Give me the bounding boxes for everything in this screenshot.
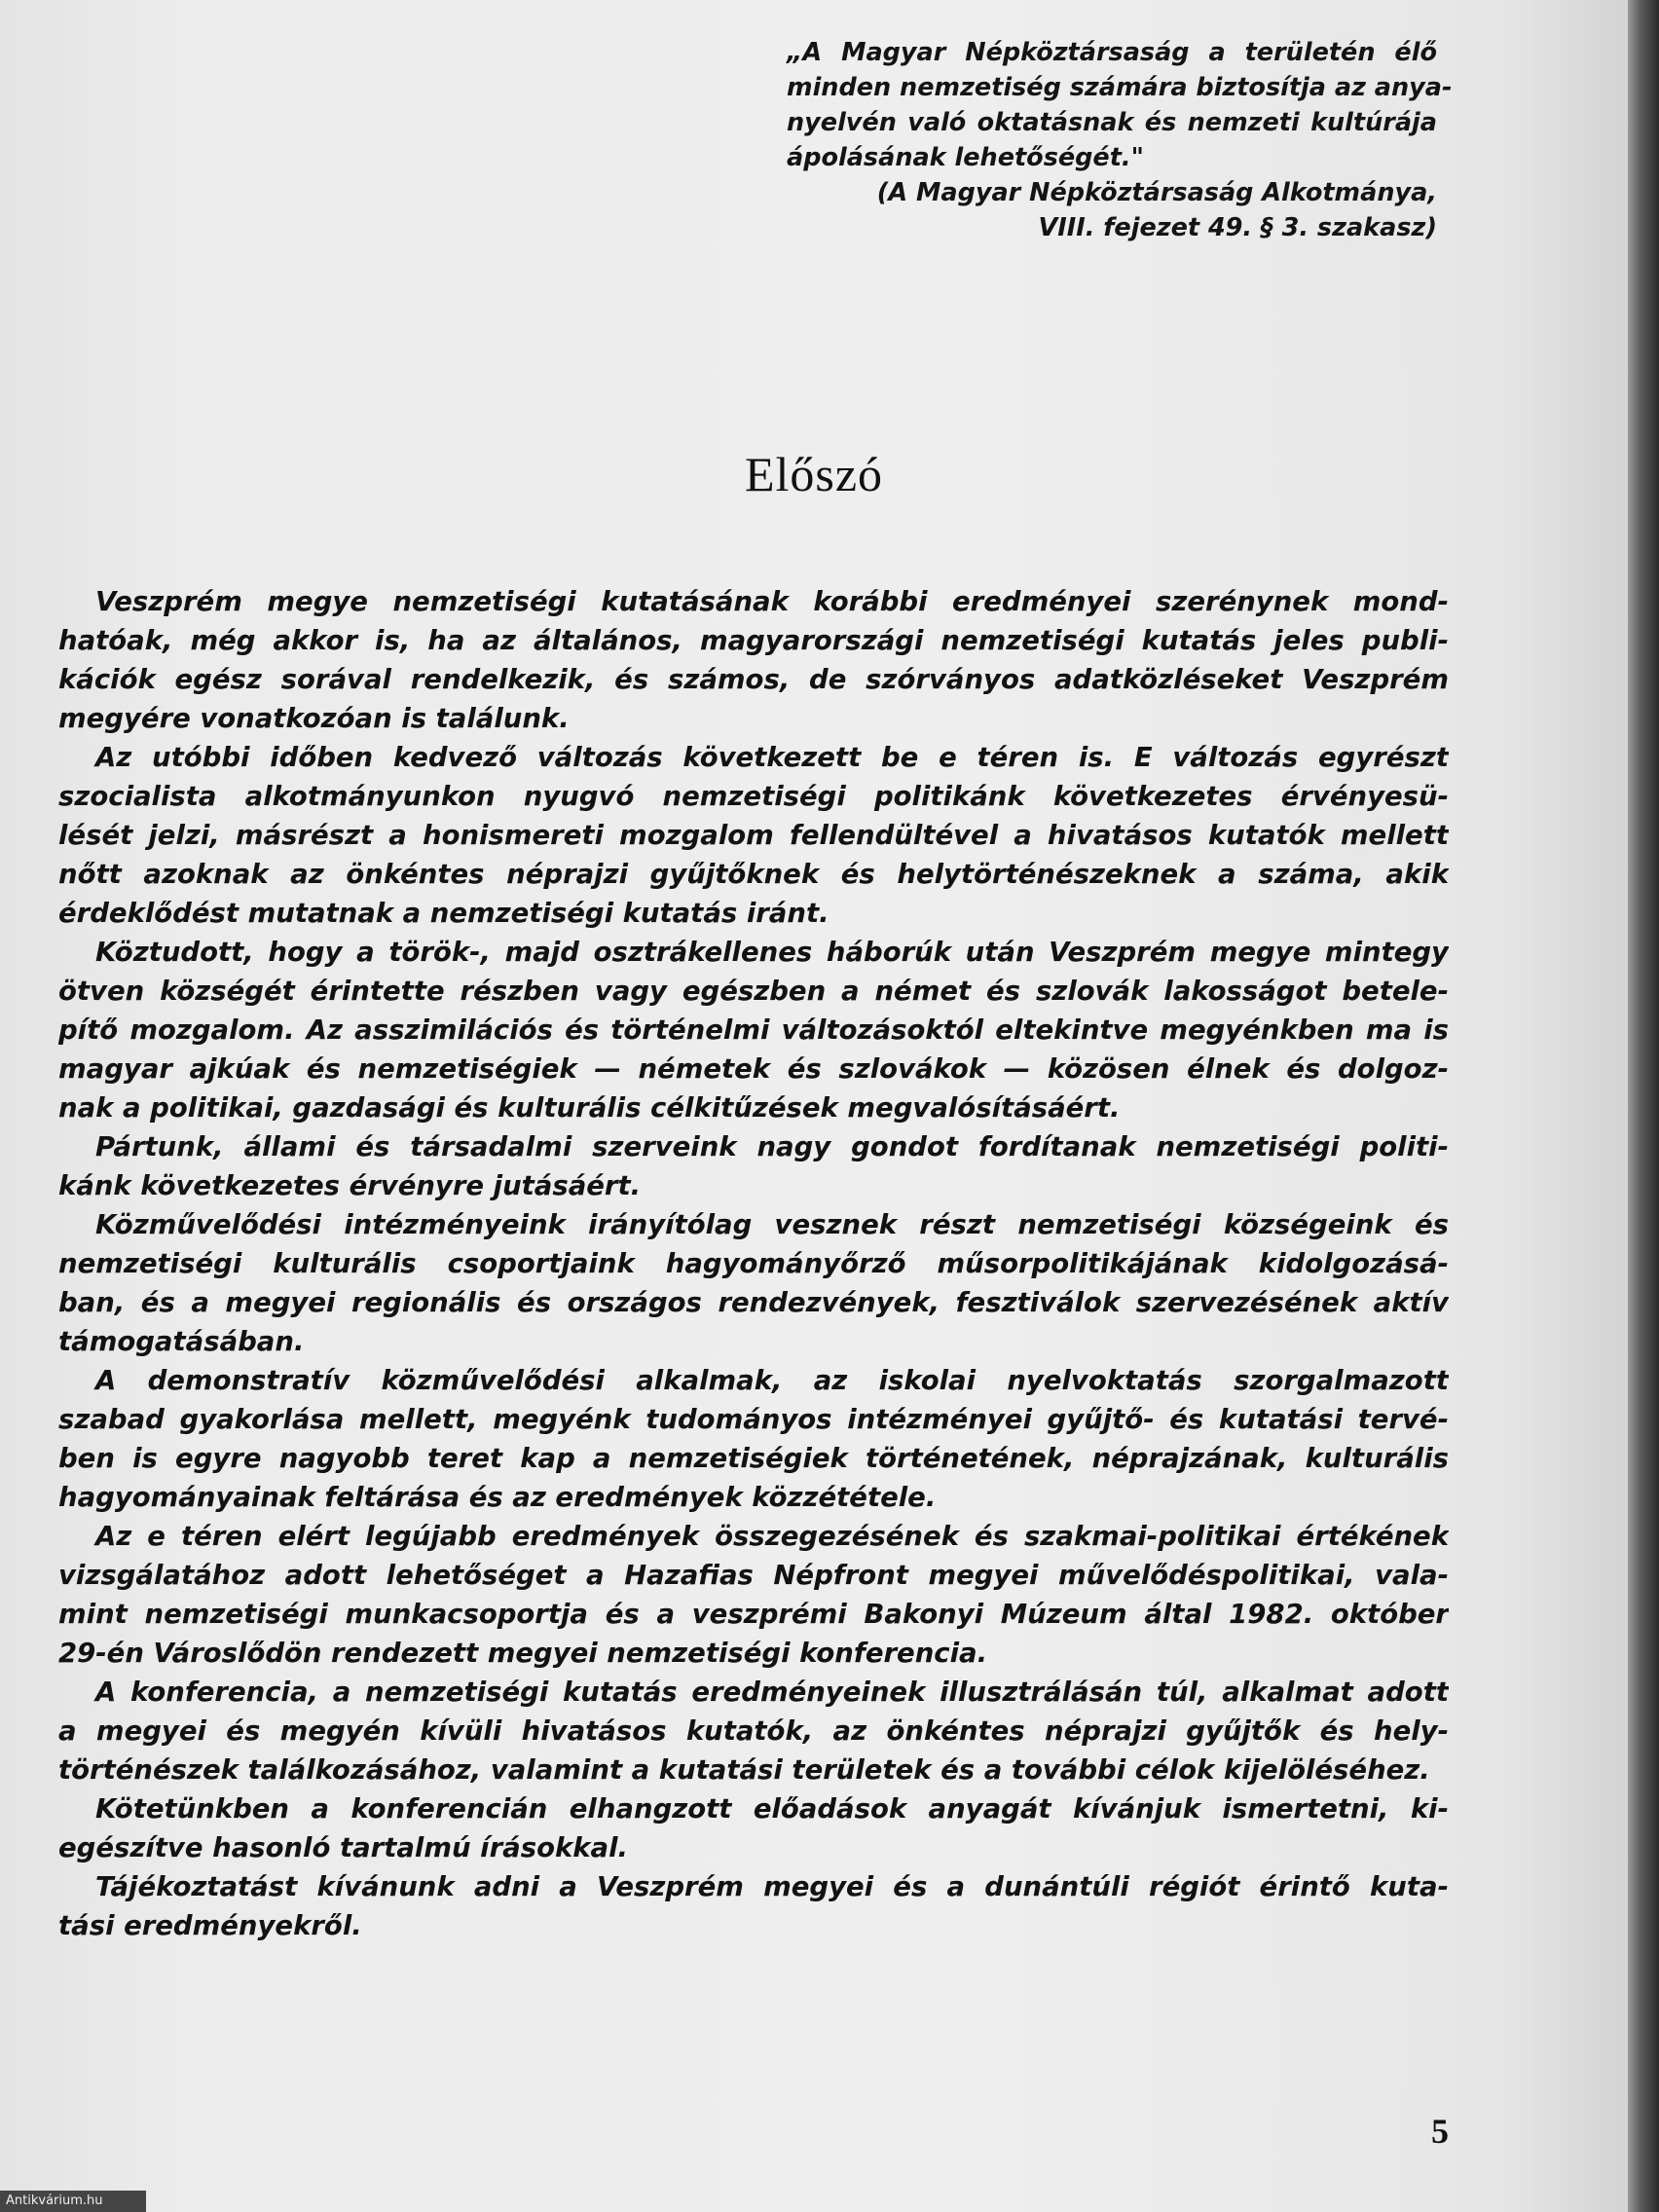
body-line: pítő mozgalom. Az asszimilációs és történelmi változásoktól eltekintve megyénkben ma is — [58, 1014, 1449, 1046]
epigraph-line: minden nemzetiség számára biztosítja az anya- — [787, 73, 1453, 102]
body-line: A konferencia, a nemzetiségi kutatás eredményeinek illusztrálásán túl, alkalmat adott — [95, 1677, 1449, 1708]
body-line: Köztudott, hogy a török-, majd osztrákellenes háborúk után Veszprém megye mintegy — [95, 937, 1449, 968]
body-line: szabad gyakorlása mellett, megyénk tudományos intézményei gyűjtő- és kutatási tervé- — [58, 1404, 1449, 1435]
body-line: nőtt azoknak az önkéntes néprajzi gyűjtőknek és helytörténészeknek a száma, akik — [58, 859, 1449, 890]
body-line: vizsgálatához adott lehetőséget a Hazafias Népfront megyei művelődéspolitikai, vala- — [58, 1560, 1449, 1591]
page-number: 5 — [1431, 2112, 1449, 2151]
body-line: egészítve hasonló tartalmú írásokkal. — [58, 1832, 628, 1863]
next-page-edge — [1628, 0, 1659, 2212]
body-line: tási eredményekről. — [58, 1910, 362, 1941]
body-line: A demonstratív közművelődési alkalmak, az iskolai nyelvoktatás szorgalmazott — [95, 1365, 1449, 1396]
epigraph-source-line: VIII. fejezet 49. § 3. szakasz) — [1038, 213, 1437, 242]
body-line: megyére vonatkozóan is találunk. — [58, 703, 570, 734]
epigraph-line: ápolásának lehetőségét." — [787, 143, 1144, 172]
body-line: ötven községét érintette részben vagy egészben a német és szlovák lakosságot betele- — [58, 976, 1449, 1007]
body-line: nak a politikai, gazdasági és kulturális célkitűzések megvalósításáért. — [58, 1092, 1121, 1124]
body-line: Kötetünkben a konferencián elhangzott előadások anyagát kívánjuk ismertetni, ki- — [95, 1793, 1449, 1825]
body-line: kációk egész sorával rendelkezik, és számos, de szórványos adatközléseket Veszprém — [58, 664, 1449, 695]
body-line: történészek találkozásához, valamint a kutatási területek és a további célok kijelöléséhez. — [58, 1754, 1430, 1786]
body-line: lését jelzi, másrészt a honismereti mozgalom fellendültével a hivatásos kutatók mellett — [58, 820, 1449, 851]
body-line: magyar ajkúak és nemzetiségiek — németek és szlovákok — közösen élnek és dolgoz- — [58, 1053, 1449, 1085]
epigraph-source — [787, 175, 1437, 245]
body-line: hagyományainak feltárása és az eredmények közzététele. — [58, 1482, 937, 1513]
body-line: Veszprém megye nemzetiségi kutatásának korábbi eredményei szerénynek mond- — [95, 586, 1449, 617]
body-line: érdeklődést mutatnak a nemzetiségi kutatás iránt. — [58, 898, 830, 929]
body-line: a megyei és megyén kívüli hivatásos kutatók, az önkéntes néprajzi gyűjtők és hely- — [58, 1715, 1449, 1747]
body-line: hatóak, még akkor is, ha az általános, magyarországi nemzetiségi kutatás jeles publi- — [58, 625, 1449, 656]
body-line: kánk következetes érvényre jutásáért. — [58, 1170, 642, 1201]
page-title: Előszó — [744, 447, 884, 501]
body-line: szocialista alkotmányunkon nyugvó nemzetiségi politikánk következetes érvényesü- — [58, 781, 1449, 812]
epigraph-line: nyelvén való oktatásnak és nemzeti kultúrája — [787, 108, 1437, 137]
body-line: nemzetiségi kulturális csoportjaink hagyományőrző műsorpolitikájának kidolgozásá- — [58, 1248, 1449, 1279]
body-line: ban, és a megyei regionális és országos rendezvények, fesztiválok szervezésének aktív — [58, 1287, 1449, 1318]
body-line: mint nemzetiségi munkacsoportja és a veszprémi Bakonyi Múzeum által 1982. október — [58, 1599, 1449, 1630]
body-line: Az utóbbi időben kedvező változás következett be e téren is. E változás egyrészt — [95, 742, 1449, 773]
body-line: támogatásában. — [58, 1326, 305, 1357]
body-line: Pártunk, állami és társadalmi szerveink nagy gondot fordítanak nemzetiségi politi- — [95, 1131, 1449, 1162]
epigraph — [787, 35, 1453, 175]
epigraph-source-line: (A Magyar Népköztársaság Alkotmánya, — [876, 178, 1437, 207]
body-line: Az e téren elért legújabb eredmények összegezésének és szakmai-politikai értékének — [95, 1521, 1449, 1552]
body-line: Tájékoztatást kívánunk adni a Veszprém megyei és a dunántúli régiót érintő kuta- — [95, 1871, 1449, 1902]
watermark: Antikvárium.hu — [0, 2191, 146, 2212]
body-line: Közművelődési intézményeink irányítólag vesznek részt nemzetiségi községeink és — [95, 1209, 1449, 1240]
body-text — [58, 582, 1449, 1945]
epigraph-line: „A Magyar Népköztársaság a területén élő — [787, 38, 1437, 67]
body-line: 29-én Városlődön rendezett megyei nemzetiségi konferencia. — [58, 1638, 988, 1669]
body-line: ben is egyre nagyobb teret kap a nemzetiségiek történetének, néprajzának, kulturális — [58, 1443, 1449, 1474]
